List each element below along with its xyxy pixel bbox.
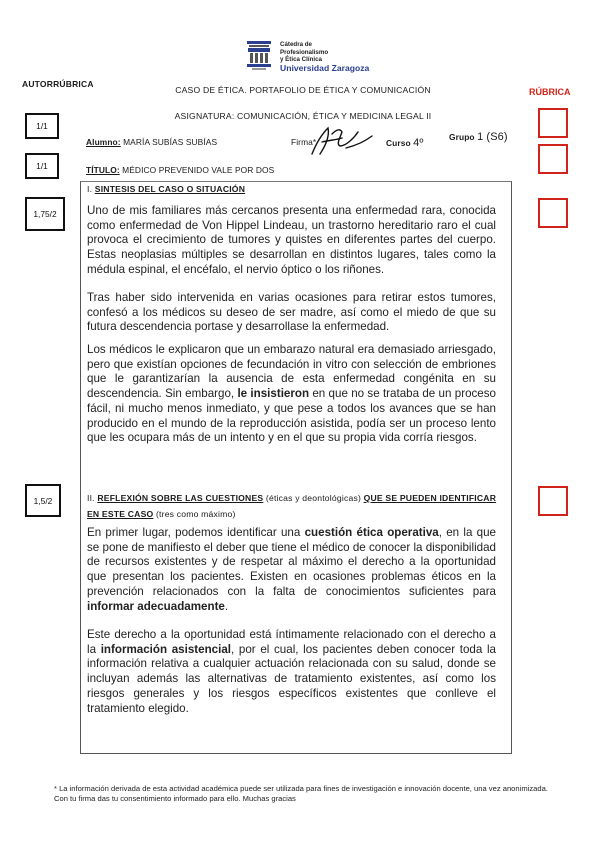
section-2-number: II. bbox=[87, 493, 95, 503]
section-1-number: I. bbox=[87, 184, 93, 194]
rubric-box-3[interactable] bbox=[538, 198, 568, 228]
section-2-paragraph-1 bbox=[87, 526, 496, 614]
autorrubrica-label: AUTORRÚBRICA bbox=[22, 79, 94, 89]
curso-field bbox=[386, 137, 423, 149]
rubric-box-4[interactable] bbox=[538, 486, 568, 516]
logo-line-3: y Ética Clínica bbox=[280, 56, 322, 64]
s2p2-text-a: Este derecho a la oportunidad está íntimamente relacionado con el derecho a la bbox=[87, 628, 496, 656]
s2p2-text-b: , por el cual, los pacientes deben conocer toda la información relativa a cualquier actuación relacionada con su salud, donde se incluyan además las alternativas de tratamiento existentes, así como los riesgos generales y los riesgos específicos existentes que conlleve el tratamiento elegido. bbox=[87, 642, 496, 715]
s2p1-emphasis-1: cuestión ética operativa bbox=[304, 526, 439, 539]
s1p3-emphasis: le insistieron bbox=[237, 387, 310, 401]
rubric-box-1[interactable] bbox=[538, 108, 568, 138]
logo-text bbox=[280, 41, 369, 73]
titulo-value: MÉDICO PREVENIDO VALE POR DOS bbox=[122, 165, 275, 175]
s2p1-emphasis-2: informar adecuadamente bbox=[87, 599, 225, 613]
grupo-label: Grupo bbox=[449, 132, 475, 142]
section-2-title-c: QUE SE PUEDEN IDENTIFICAR EN ESTE CASO bbox=[87, 493, 497, 519]
grupo-value: 1 (S6) bbox=[477, 131, 508, 143]
self-score-box-1: 1/1 bbox=[25, 113, 59, 139]
section-1-heading bbox=[87, 184, 245, 194]
section-2-title-a: REFLEXIÓN SOBRE LAS CUESTIONES bbox=[97, 493, 264, 503]
firma-label: Firma* bbox=[291, 137, 317, 147]
logo-line-1: Cátedra de bbox=[280, 41, 312, 48]
rubric-box-2[interactable] bbox=[538, 144, 568, 174]
s2p1-text-c: . bbox=[224, 599, 229, 613]
alumno-value: MARÍA SUBÍAS SUBÍAS bbox=[123, 137, 218, 147]
section-2-title-b: (éticas y deontológicas) bbox=[265, 493, 362, 503]
s2p1-text-b: , en la que se pone de manifiesto el deber que tiene el médico de conocer la disponibilidad de recursos existentes y de respetar al máximo el derecho a la oportunidad que presentan los pacientes. Existen en ocasiones problemas éticos en la prevención relacionados con la falta de conocimientos suficientes para bbox=[87, 526, 496, 598]
titulo-label: TÍTULO: bbox=[86, 165, 120, 175]
self-score-box-3: 1,75/2 bbox=[25, 197, 65, 231]
signature-icon bbox=[306, 124, 374, 160]
logo-line-2: Profesionalismo bbox=[280, 48, 329, 56]
section-1-paragraph-3 bbox=[87, 343, 496, 446]
section-2-paragraph-2 bbox=[87, 628, 496, 716]
section-1-paragraph-1: Uno de mis familiares más cercanos presenta una enfermedad rara, conocida como enfermedad de Von Hippel Lindeau, un trastorno hereditario raro el cual provoca el crecimiento de tumores y quistes en diferentes partes del cuerpo. Estas neoplasias múltiples se desarrollan en distintos lugares, tales como la médula espinal, el encéfalo, el nervio óptico o los riñones. bbox=[87, 204, 496, 276]
grupo-field bbox=[449, 131, 508, 143]
footnote: * La información derivada de esta actividad académica puede ser utilizada para fines de investigación e innovación docente, una vez anonimizada. Con tu firma das tu consentimiento informado para ello. Muchas gracias bbox=[54, 784, 548, 804]
curso-label: Curso bbox=[386, 138, 411, 148]
rubrica-label: RÚBRICA bbox=[529, 87, 571, 97]
s2p2-emphasis: información asistencial bbox=[100, 642, 232, 656]
self-score-box-4: 1,5/2 bbox=[25, 484, 61, 517]
curso-value: 4º bbox=[413, 137, 424, 149]
university-name: Universidad Zaragoza bbox=[280, 62, 370, 73]
case-title: CASO DE ÉTICA. PORTAFOLIO DE ÉTICA Y COMUNICACIÓN bbox=[175, 85, 431, 95]
s2p1-text-a: En primer lugar, podemos identificar una bbox=[87, 526, 301, 539]
alumno-label: Alumno: bbox=[86, 137, 121, 147]
university-crest-icon bbox=[246, 41, 272, 71]
section-2-heading bbox=[87, 490, 499, 522]
s1p3-text-a: Los médicos le explicaron que un embarazo natural era demasiado arriesgado, pero que existían opciones de fecundación in vitro con selección de embriones que le garantizarían la ausencia de esta enfermedad congénita en su descendencia. Sin embargo, bbox=[87, 343, 496, 401]
student-name-field bbox=[86, 137, 217, 147]
s1p3-text-b: en que no se trataba de un proceso fácil, ni mucho menos inmediato, y que pese a todos los avances que se han producido en el mundo de la reproducción asistida, podía ser un proceso lento que les ocupara más de un intento y en el que su propia vida corría riesgos. bbox=[87, 387, 497, 445]
self-score-box-2: 1/1 bbox=[25, 153, 59, 179]
section-1-paragraph-2: Tras haber sido intervenida en varias ocasiones para retirar estos tumores, confesó a los médicos su deseo de ser madre, así como el miedo de que su futura descendencia portase y desarrollase la enfermedad. bbox=[87, 291, 496, 334]
section-2-title-d: (tres como máximo) bbox=[155, 509, 236, 519]
section-1-title: SINTESIS DEL CASO O SITUACIÓN bbox=[94, 184, 246, 194]
title-field bbox=[86, 165, 274, 175]
subject-line: ASIGNATURA: COMUNICACIÓN, ÉTICA Y MEDICINA LEGAL II bbox=[174, 111, 432, 121]
